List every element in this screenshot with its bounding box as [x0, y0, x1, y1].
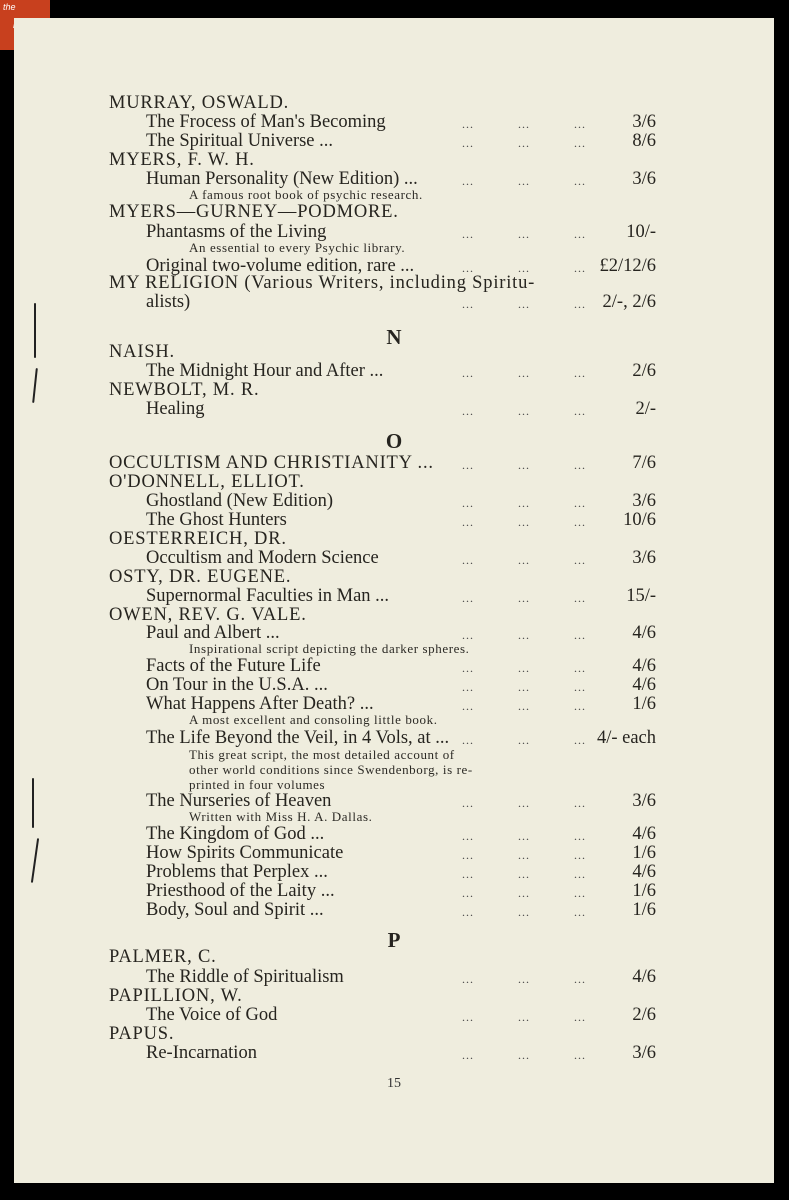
entry-note: This great script, the most detailed account of: [189, 747, 455, 762]
leader-dots: ...: [574, 227, 586, 241]
catalog-entry: [0, 825, 789, 844]
catalog-entry: [0, 362, 789, 381]
leader-dots: ...: [574, 174, 586, 188]
page-number: 15: [387, 1076, 401, 1091]
author-name: PAPILLION, W.: [109, 986, 243, 1006]
book-title: Re-Incarnation: [146, 1043, 257, 1063]
leader-dots: ...: [574, 458, 586, 472]
leader-dots: ...: [462, 829, 474, 843]
leader-dots: ...: [574, 661, 586, 675]
author-name: MYERS—GURNEY—PODMORE.: [109, 202, 399, 222]
book-title: Facts of the Future Life: [146, 656, 321, 676]
price: 4/6: [632, 656, 656, 676]
price: 3/6: [632, 491, 656, 511]
book-title: The Voice of God: [146, 1005, 278, 1025]
leader-dots: ...: [462, 972, 474, 986]
leader-dots: ...: [574, 733, 586, 747]
leader-dots: ...: [574, 366, 586, 380]
book-title: Human Personality (New Edition) ...: [146, 169, 418, 189]
leader-dots: ...: [462, 174, 474, 188]
leader-dots: ...: [518, 680, 530, 694]
book-title: Priesthood of the Laity ...: [146, 881, 335, 901]
price: 4/6: [632, 623, 656, 643]
book-title: The Midnight Hour and After ...: [146, 361, 384, 381]
price: £2/12/6: [599, 256, 656, 276]
book-title: On Tour in the U.S.A. ...: [146, 675, 328, 695]
leader-dots: ...: [518, 458, 530, 472]
price: 2/6: [632, 361, 656, 381]
book-title: Ghostland (New Edition): [146, 491, 334, 511]
book-title: The Life Beyond the Veil, in 4 Vols, at ...: [146, 728, 450, 748]
leader-dots: ...: [518, 829, 530, 843]
leader-dots: ...: [574, 404, 586, 418]
book-title: What Happens After Death? ...: [146, 694, 374, 714]
leader-dots: ...: [574, 905, 586, 919]
catalog-entry: [0, 844, 789, 863]
price: 4/6: [632, 862, 656, 882]
logo-the: the: [3, 2, 16, 12]
leader-dots: ...: [518, 227, 530, 241]
price: 10/6: [623, 510, 656, 530]
author-name: OWEN, REV. G. VALE.: [109, 605, 307, 625]
catalog-entry: [0, 151, 789, 170]
catalog-entry: [0, 94, 789, 113]
leader-dots: ...: [462, 796, 474, 810]
price: 8/6: [632, 131, 656, 151]
leader-dots: ...: [518, 1048, 530, 1062]
catalog-entry: [0, 1025, 789, 1044]
author-name: PAPUS.: [109, 1024, 175, 1044]
catalog-entry: [0, 381, 789, 400]
leader-dots: ...: [574, 515, 586, 529]
price: 4/6: [632, 824, 656, 844]
leader-dots: ...: [518, 515, 530, 529]
book-title: alists): [146, 292, 191, 312]
leader-dots: ...: [574, 136, 586, 150]
catalog-entry: [0, 274, 789, 293]
author-name: NAISH.: [109, 342, 175, 362]
leader-dots: ...: [518, 591, 530, 605]
author-name: OCCULTISM AND CHRISTIANITY ...: [109, 453, 434, 473]
entry-note: printed in four volumes: [189, 777, 326, 792]
book-title: Original two-volume edition, rare ...: [146, 256, 415, 276]
leader-dots: ...: [462, 117, 474, 131]
leader-dots: ...: [462, 733, 474, 747]
leader-dots: ...: [574, 297, 586, 311]
book-title: The Nurseries of Heaven: [146, 791, 332, 811]
leader-dots: ...: [462, 404, 474, 418]
price: 1/6: [632, 694, 656, 714]
catalog-entry: [0, 968, 789, 987]
leader-dots: ...: [574, 848, 586, 862]
price: 7/6: [632, 453, 656, 473]
price: 10/-: [626, 222, 656, 242]
leader-dots: ...: [518, 117, 530, 131]
price: 2/6: [632, 1005, 656, 1025]
price: 3/6: [632, 548, 656, 568]
leader-dots: ...: [574, 1010, 586, 1024]
entry-note: Written with Miss H. A. Dallas.: [189, 809, 373, 824]
leader-dots: ...: [574, 699, 586, 713]
leader-dots: ...: [518, 661, 530, 675]
author-name: NEWBOLT, M. R.: [109, 380, 260, 400]
catalog-entry: [0, 948, 789, 967]
leader-dots: ...: [518, 699, 530, 713]
leader-dots: ...: [462, 848, 474, 862]
leader-dots: ...: [574, 886, 586, 900]
leader-dots: ...: [518, 733, 530, 747]
leader-dots: ...: [462, 458, 474, 472]
catalog-entry: [0, 132, 789, 151]
book-title: Supernormal Faculties in Man ...: [146, 586, 390, 606]
catalog-entry: [0, 1044, 789, 1063]
catalog-entry: [0, 511, 789, 530]
leader-dots: ...: [518, 297, 530, 311]
price: 1/6: [632, 843, 656, 863]
leader-dots: ...: [574, 1048, 586, 1062]
leader-dots: ...: [462, 628, 474, 642]
catalog-entry: [0, 113, 789, 132]
catalog-entry: [0, 568, 789, 587]
book-title: The Spiritual Universe ...: [146, 131, 334, 151]
leader-dots: ...: [462, 227, 474, 241]
book-title: The Frocess of Man's Becoming: [146, 112, 386, 132]
catalog-entry: [0, 606, 789, 625]
catalog-entry: [0, 400, 789, 419]
price: 2/-: [635, 399, 656, 419]
entry-note: Inspirational script depicting the darker spheres.: [189, 641, 470, 656]
leader-dots: ...: [574, 261, 586, 275]
author-name: OESTERREICH, DR.: [109, 529, 287, 549]
price: 3/6: [632, 1043, 656, 1063]
price: 2/-, 2/6: [602, 292, 656, 312]
book-title: The Riddle of Spiritualism: [146, 967, 344, 987]
leader-dots: ...: [518, 905, 530, 919]
catalog-entry: [0, 454, 789, 473]
leader-dots: ...: [518, 1010, 530, 1024]
catalog-entry: [0, 676, 789, 695]
leader-dots: ...: [462, 515, 474, 529]
leader-dots: ...: [462, 366, 474, 380]
author-name: OSTY, DR. EUGENE.: [109, 567, 292, 587]
section-letter-n: N: [386, 325, 402, 349]
leader-dots: ...: [574, 628, 586, 642]
leader-dots: ...: [574, 553, 586, 567]
leader-dots: ...: [462, 553, 474, 567]
book-title: How Spirits Communicate: [146, 843, 344, 863]
author-name: O'DONNELL, ELLIOT.: [109, 472, 305, 492]
leader-dots: ...: [518, 496, 530, 510]
leader-dots: ...: [518, 867, 530, 881]
price: 1/6: [632, 900, 656, 920]
catalog-entry: [0, 203, 789, 222]
book-title: Occultism and Modern Science: [146, 548, 379, 568]
leader-dots: ...: [518, 886, 530, 900]
leader-dots: ...: [518, 553, 530, 567]
leader-dots: ...: [462, 297, 474, 311]
catalog-entry: [0, 530, 789, 549]
price: 3/6: [632, 791, 656, 811]
catalog-entry: [0, 587, 789, 606]
book-title: Problems that Perplex ...: [146, 862, 328, 882]
leader-dots: ...: [518, 628, 530, 642]
book-title: Phantasms of the Living: [146, 222, 327, 242]
leader-dots: ...: [518, 366, 530, 380]
author-name: MURRAY, OSWALD.: [109, 93, 290, 113]
book-title: The Kingdom of God ...: [146, 824, 325, 844]
leader-dots: ...: [574, 680, 586, 694]
author-name: PALMER, C.: [109, 947, 217, 967]
section-letter-o: O: [385, 429, 403, 453]
price: 4/6: [632, 675, 656, 695]
catalog-entry: [0, 549, 789, 568]
leader-dots: ...: [518, 261, 530, 275]
leader-dots: ...: [462, 1010, 474, 1024]
entry-note: A most excellent and consoling little book.: [189, 712, 438, 727]
leader-dots: ...: [518, 136, 530, 150]
catalog-entry: [0, 987, 789, 1006]
leader-dots: ...: [518, 972, 530, 986]
author-name: MY RELIGION (Various Writers, including Spiritu-: [109, 273, 536, 293]
book-title: The Ghost Hunters: [146, 510, 287, 530]
catalog-entry: [0, 473, 789, 492]
leader-dots: ...: [574, 867, 586, 881]
catalog-entry: [0, 863, 789, 882]
leader-dots: ...: [518, 404, 530, 418]
catalog-entry: [0, 343, 789, 362]
leader-dots: ...: [574, 972, 586, 986]
leader-dots: ...: [574, 796, 586, 810]
leader-dots: ...: [574, 591, 586, 605]
price: 3/6: [632, 112, 656, 132]
leader-dots: ...: [574, 117, 586, 131]
price: 15/-: [626, 586, 656, 606]
leader-dots: ...: [462, 261, 474, 275]
section-letter-p: P: [387, 928, 401, 952]
catalog-entry: [0, 729, 789, 748]
book-title: Paul and Albert ...: [146, 623, 280, 643]
entry-note: An essential to every Psychic library.: [189, 240, 406, 255]
leader-dots: ...: [462, 496, 474, 510]
leader-dots: ...: [462, 591, 474, 605]
leader-dots: ...: [462, 905, 474, 919]
catalog-entry: [0, 492, 789, 511]
leader-dots: ...: [518, 174, 530, 188]
leader-dots: ...: [462, 680, 474, 694]
catalog-entry: [0, 293, 789, 312]
leader-dots: ...: [518, 848, 530, 862]
price: 4/6: [632, 967, 656, 987]
book-title: Healing: [146, 399, 205, 419]
price: 3/6: [632, 169, 656, 189]
leader-dots: ...: [462, 886, 474, 900]
catalog-entry: [0, 901, 789, 920]
leader-dots: ...: [574, 496, 586, 510]
catalog-entry: [0, 657, 789, 676]
entry-note: A famous root book of psychic research.: [189, 187, 423, 202]
book-title: Body, Soul and Spirit ...: [146, 900, 324, 920]
leader-dots: ...: [462, 1048, 474, 1062]
catalog-entry: [0, 882, 789, 901]
entry-note: other world conditions since Swendenborg, is re-: [189, 762, 473, 777]
leader-dots: ...: [462, 867, 474, 881]
leader-dots: ...: [462, 661, 474, 675]
author-name: MYERS, F. W. H.: [109, 150, 255, 170]
leader-dots: ...: [574, 829, 586, 843]
leader-dots: ...: [462, 699, 474, 713]
price: 1/6: [632, 881, 656, 901]
price: 4/- each: [596, 728, 656, 748]
catalog-entry: [0, 1006, 789, 1025]
leader-dots: ...: [518, 796, 530, 810]
leader-dots: ...: [462, 136, 474, 150]
